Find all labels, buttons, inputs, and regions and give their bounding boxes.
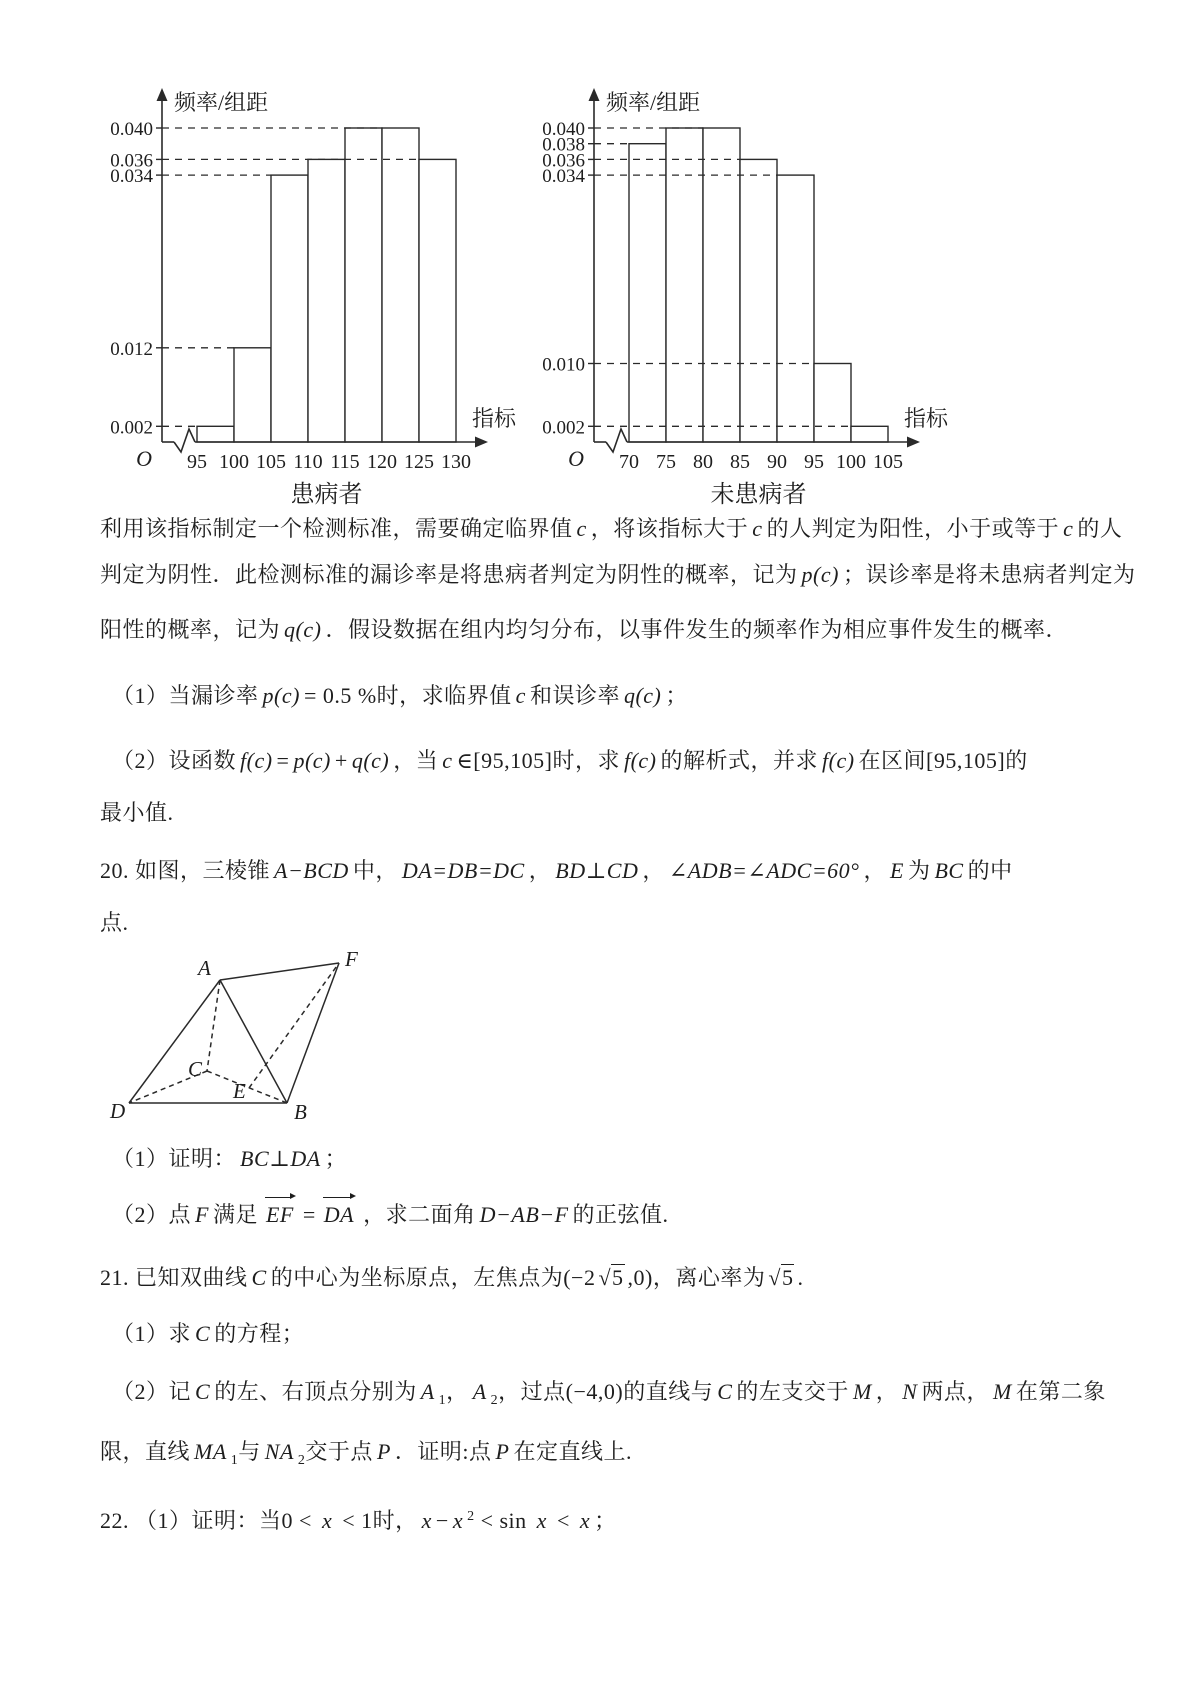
problem-20-statement	[100, 856, 1013, 886]
y-tick-label: 0.036	[110, 150, 153, 172]
paragraph-line-3	[100, 615, 1068, 645]
text-segment: 的解析式，并求	[660, 748, 819, 773]
problem-21-part-2	[112, 1377, 1106, 1416]
text-segment: 两点，	[921, 1379, 989, 1404]
text-segment: 的左支交于	[736, 1379, 849, 1404]
text-segment: （2）记	[112, 1379, 192, 1404]
text-segment: f(c)	[240, 748, 273, 773]
text-segment: ，离心率为	[652, 1265, 766, 1290]
vertex-label-A: A	[198, 956, 211, 980]
text-segment: 判定为阴性．此检测标准的漏诊率是将患病者判定为阴性的概率，记为	[100, 562, 798, 587]
text-segment: ，过点	[498, 1379, 566, 1404]
edge-AB	[220, 980, 287, 1103]
text-segment: 的正弦值.	[572, 1202, 669, 1227]
origin-label: O	[136, 446, 152, 471]
text-segment: （2）设函数	[112, 748, 237, 773]
text-segment: f(c)	[623, 748, 657, 773]
text-segment: q(c)	[284, 617, 322, 642]
text-segment: +	[334, 748, 348, 773]
text-segment: 的方程；	[214, 1321, 305, 1346]
text-segment: p(c)	[293, 748, 331, 773]
text-segment: C	[195, 1379, 211, 1404]
y-axis-arrow	[589, 88, 600, 101]
edge-FB	[287, 963, 339, 1103]
text-segment: 限，直线	[100, 1439, 191, 1464]
radicand: 5	[781, 1265, 794, 1290]
bar	[382, 128, 419, 442]
problem-20-part-1	[112, 1144, 347, 1174]
paragraph-line-2	[100, 560, 1135, 590]
text-segment: =	[276, 748, 290, 773]
text-segment: ,0)	[627, 1265, 653, 1290]
axis-break	[606, 429, 627, 452]
text-segment: C	[251, 1265, 267, 1290]
x-tick-label: 100	[836, 451, 866, 473]
vertex-label-F: F	[345, 947, 358, 971]
x-tick-label: 120	[367, 451, 397, 473]
text-segment: 在区间[95,105]的	[858, 748, 1028, 773]
bar	[419, 159, 456, 442]
problem-19-part-2-cont	[100, 798, 174, 828]
text-segment: c	[1063, 516, 1074, 541]
text-segment: A	[472, 1379, 487, 1404]
x-tick-label: 110	[293, 451, 323, 473]
bar	[777, 175, 814, 442]
origin-label: O	[568, 446, 584, 471]
text-segment: x	[579, 1508, 591, 1533]
text-segment: 2	[467, 1509, 475, 1524]
text-segment: E	[889, 858, 904, 883]
text-segment: 22. （1）证明：当	[100, 1508, 282, 1533]
vertex-label-B: B	[294, 1100, 307, 1124]
text-segment: f(c)	[822, 748, 855, 773]
hidden-edge-CB	[207, 1071, 287, 1103]
text-segment: 的左、右顶点分别为	[214, 1379, 417, 1404]
text-segment: 的中心为坐标原点，左焦点为	[270, 1265, 564, 1290]
text-segment: ，	[642, 858, 665, 883]
vertex-label-E: E	[233, 1079, 246, 1103]
bar	[234, 348, 271, 442]
y-tick-label: 0.034	[542, 166, 585, 188]
text-segment: ，	[863, 858, 886, 883]
text-segment: 21. 已知双曲线	[100, 1265, 248, 1290]
y-tick-label: 0.034	[110, 166, 153, 188]
text-segment: ，	[528, 858, 552, 883]
text-segment: 为	[907, 858, 931, 883]
text-segment: 在定直线上.	[513, 1439, 632, 1464]
x-axis-title: 指标	[904, 406, 949, 431]
tetrahedron-diagram	[98, 945, 388, 1135]
bar	[666, 128, 703, 442]
radical-sign: √	[768, 1265, 781, 1290]
text-segment: < 1时，	[336, 1508, 418, 1533]
text-segment: C	[195, 1321, 211, 1346]
text-segment: A−BCD	[274, 858, 349, 883]
text-segment: = 0.5 %时，求临界值	[303, 683, 512, 708]
bar	[740, 159, 777, 442]
chart-caption: 患病者	[290, 482, 363, 508]
text-segment: 最小值.	[100, 800, 174, 825]
text-segment	[768, 1265, 794, 1290]
text-segment: M	[992, 1379, 1012, 1404]
text-segment: ．证明:点	[394, 1439, 492, 1464]
text-segment: P	[376, 1439, 391, 1464]
text-segment	[598, 1265, 624, 1290]
x-axis-arrow	[475, 437, 488, 448]
x-tick-label: 70	[619, 451, 639, 473]
text-segment: q(c)	[623, 683, 662, 708]
y-tick-label: 0.040	[110, 119, 153, 140]
edge-DA	[129, 980, 220, 1103]
text-segment: （1）求	[112, 1321, 192, 1346]
x-tick-label: 100	[219, 451, 249, 473]
y-tick-label: 0.038	[542, 134, 585, 156]
radicand: 5	[612, 1265, 624, 1290]
text-segment: 1	[438, 1393, 447, 1408]
y-tick-label: 0.012	[110, 338, 153, 360]
bar	[197, 426, 234, 442]
vertex-label-C: C	[188, 1057, 203, 1081]
text-segment: 2	[297, 1453, 306, 1468]
text-segment: c	[515, 683, 526, 708]
text-segment: ；	[324, 1146, 348, 1171]
text-segment: （1）证明：	[112, 1146, 237, 1171]
text-segment: 阳性的概率，记为	[100, 617, 281, 642]
text-segment: ．假设数据在组内均匀分布，以事件发生的频率作为相应事件发生的概率．	[325, 617, 1068, 642]
x-tick-label: 105	[873, 451, 903, 473]
y-tick-label: 0.002	[542, 417, 585, 439]
x-tick-label: 75	[656, 451, 676, 473]
text-segment: =	[302, 1202, 316, 1227]
text-segment: < sin	[474, 1508, 533, 1533]
chart-caption: 未患病者	[710, 482, 807, 508]
y-tick-label: 0.010	[542, 354, 585, 376]
text-segment: ，	[446, 1379, 469, 1404]
text-segment: x	[321, 1508, 333, 1533]
x-tick-label: 105	[256, 451, 286, 473]
bar	[814, 364, 851, 443]
radical-sign: √	[598, 1265, 612, 1290]
x-axis-title: 指标	[472, 406, 517, 431]
text-segment: BC	[934, 858, 964, 883]
paragraph-line-1	[100, 514, 1122, 544]
x-tick-label: 130	[441, 451, 471, 473]
text-segment: c	[442, 748, 453, 773]
text-segment: A	[420, 1379, 435, 1404]
y-tick-label: 0.036	[542, 150, 585, 172]
problem-19-part-2	[112, 746, 1028, 776]
text-segment: M	[852, 1379, 872, 1404]
text-segment: C	[717, 1379, 733, 1404]
text-segment: NA	[264, 1439, 294, 1464]
text-segment: 0 <	[281, 1508, 318, 1533]
text-segment: p(c)	[801, 562, 839, 587]
text-segment: ，求二面角	[363, 1202, 476, 1227]
problem-19-part-1	[112, 681, 688, 711]
x-tick-label: 80	[693, 451, 713, 473]
x-tick-label: 125	[404, 451, 434, 473]
y-axis-arrow	[157, 88, 168, 101]
text-segment: ∠ADB=∠ADC=60°	[668, 858, 860, 883]
y-tick-label: 0.040	[542, 119, 585, 140]
text-segment: 的直线与	[623, 1379, 714, 1404]
x-tick-label: 95	[187, 451, 207, 473]
problem-21-part-1	[112, 1319, 304, 1349]
text-segment: ，当	[393, 748, 439, 773]
text-segment: ，将该指标大于	[590, 516, 749, 541]
histogram-patients	[92, 78, 532, 512]
text-segment: c	[576, 516, 587, 541]
text-segment: ；	[594, 1508, 617, 1533]
text-segment: ；	[665, 683, 688, 708]
edge-AF	[220, 963, 339, 980]
text-segment: 在第二象	[1015, 1379, 1106, 1404]
text-segment: ；误诊率是将未患病者判定为	[842, 562, 1136, 587]
vector-term: EF	[264, 1199, 297, 1230]
text-segment: 的人判定为阳性，小于或等于	[766, 516, 1060, 541]
hidden-edge-EF	[249, 963, 339, 1088]
text-segment: c	[752, 516, 763, 541]
text-segment: ∈[95,105]时，求	[456, 748, 620, 773]
text-segment: （2）点	[112, 1202, 192, 1227]
text-segment: −	[435, 1508, 449, 1533]
text-segment: (−2	[563, 1265, 596, 1290]
x-tick-label: 90	[767, 451, 787, 473]
text-segment: （1）当漏诊率	[112, 683, 259, 708]
text-segment: ，	[875, 1379, 899, 1404]
vertex-label-D: D	[110, 1099, 126, 1123]
bar	[345, 128, 382, 442]
text-segment: BC⊥DA	[240, 1146, 321, 1171]
text-segment: 的中	[967, 858, 1013, 883]
axis-break	[174, 429, 195, 452]
x-tick-label: 95	[804, 451, 824, 473]
bar	[851, 426, 888, 442]
bar	[703, 128, 740, 442]
text-segment: x	[452, 1508, 464, 1533]
text-segment: 1	[230, 1453, 239, 1468]
text-segment: x	[421, 1508, 432, 1533]
bar	[271, 175, 308, 442]
text-segment: 交于点	[305, 1439, 373, 1464]
text-segment: D−AB−F	[479, 1202, 569, 1227]
text-segment: (−4,0)	[565, 1379, 624, 1404]
text-segment: 满足	[212, 1202, 258, 1227]
text-segment: P	[495, 1439, 510, 1464]
problem-21-statement	[100, 1263, 803, 1293]
text-segment: x	[536, 1508, 547, 1533]
problem-22-part-1	[100, 1502, 617, 1536]
text-segment: N	[902, 1379, 918, 1404]
text-segment: q(c)	[351, 748, 390, 773]
text-segment: 中，	[352, 858, 398, 883]
text-segment: 20. 如图，三棱锥	[100, 858, 271, 883]
problem-21-part-2-cont	[100, 1437, 632, 1476]
text-segment: 与	[238, 1439, 261, 1464]
hidden-edge-AC	[207, 980, 220, 1071]
text-segment: <	[550, 1508, 576, 1533]
y-tick-label: 0.002	[110, 417, 153, 439]
problem-20-part-2	[112, 1199, 669, 1230]
x-tick-label: 115	[330, 451, 360, 473]
text-segment: p(c)	[262, 683, 300, 708]
bar	[629, 144, 666, 442]
text-segment: 的人	[1077, 516, 1123, 541]
problem-20-statement-cont	[100, 908, 129, 938]
histogram-non-patients	[524, 78, 964, 512]
text-segment: F	[195, 1202, 209, 1227]
x-tick-label: 85	[730, 451, 750, 473]
bar	[308, 159, 345, 442]
text-segment: 点.	[100, 910, 129, 935]
text-segment: 2	[490, 1393, 499, 1408]
y-axis-title: 频率/组距	[174, 90, 269, 115]
y-axis-title: 频率/组距	[606, 90, 701, 115]
text-segment: BD⊥CD	[555, 858, 639, 883]
text-segment: 利用该指标制定一个检测标准，需要确定临界值	[100, 516, 573, 541]
text-segment: .	[797, 1265, 804, 1290]
x-axis-arrow	[907, 437, 920, 448]
text-segment: DA=DB=DC	[401, 858, 525, 883]
text-segment: 和误诊率	[529, 683, 620, 708]
text-segment: MA	[194, 1439, 227, 1464]
vector-term: DA	[322, 1199, 357, 1230]
